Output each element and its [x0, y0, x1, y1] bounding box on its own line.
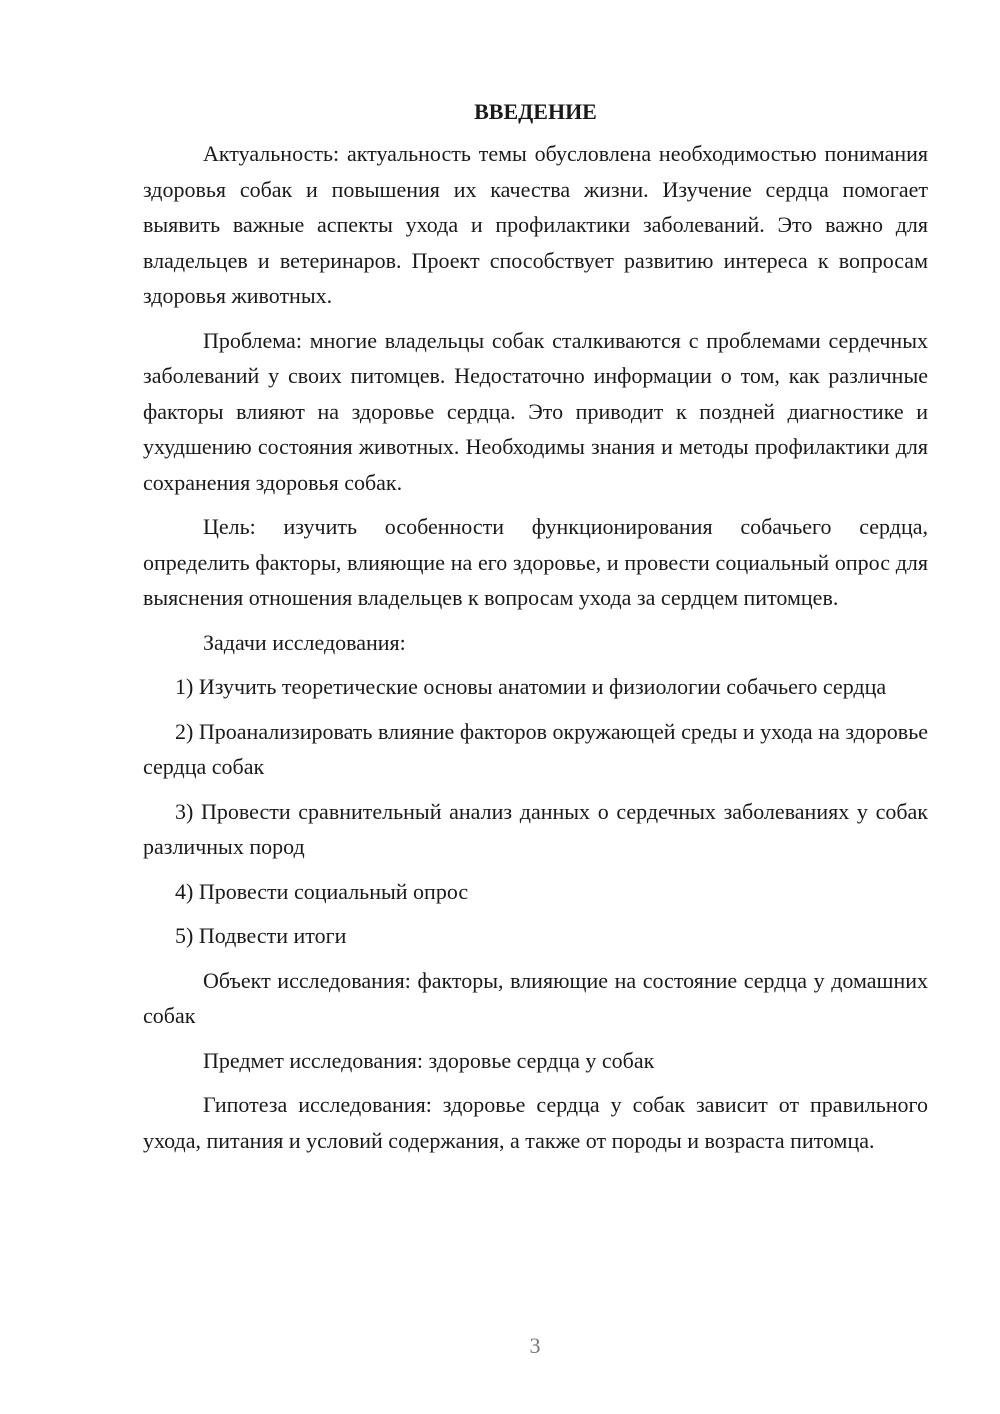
tasks-heading: Задачи исследования:	[203, 629, 406, 655]
task-item: 2) Проанализировать влияние факторов окружающей среды и ухода на здоровье сердца собак	[143, 718, 928, 779]
paragraph-goal: Цель: изучить особенности функционирования собачьего сердца, определить факторы, влияющие на его здоровье, и провести социальный опрос для выяснения отношения владельцев к вопросам ухода за сердцем питомцев.	[143, 514, 928, 610]
task-item: 4) Провести социальный опрос	[175, 878, 469, 904]
tasks-list	[143, 669, 928, 954]
task-item: 5) Подвести итоги	[175, 923, 347, 948]
page-number: 3	[529, 1333, 541, 1358]
paragraph-hypothesis: Гипотеза исследования: здоровье сердца у собак зависит от правильного ухода, питания и условий содержания, а также от породы и возраста питомца.	[143, 1092, 928, 1153]
task-item: 3) Провести сравнительный анализ данных о сердечных заболеваниях у собак различных пород	[143, 798, 928, 859]
paragraph-relevance: Актуальность: актуальность темы обусловлена необходимостью понимания здоровья собак и повышения их качества жизни. Изучение сердца помогает выявить важные аспекты ухода и профилактики заболеваний. Это важно для владельцев и ветеринаров. Проект способствует развитию интереса к вопросам здоровья животных.	[143, 141, 928, 308]
document-page	[143, 96, 928, 1158]
paragraph-object: Объект исследования: факторы, влияющие на состояние сердца у домашних собак	[143, 967, 928, 1028]
paragraph-subject: Предмет исследования: здоровье сердца у собак	[203, 1047, 655, 1073]
task-item: 1) Изучить теоретические основы анатомии и физиологии собачьего сердца	[175, 674, 887, 699]
paragraph-problem: Проблема: многие владельцы собак сталкиваются с проблемами сердечных заболеваний у своих питомцев. Недостаточно информации о том, как различные факторы влияют на здоровье сердца. Это приводит к поздней диагностике и ухудшению состояния животных. Необходимы знания и методы профилактики для сохранения здоровья собак.	[143, 327, 928, 495]
document-title: ВВЕДЕНИЕ	[474, 99, 597, 124]
